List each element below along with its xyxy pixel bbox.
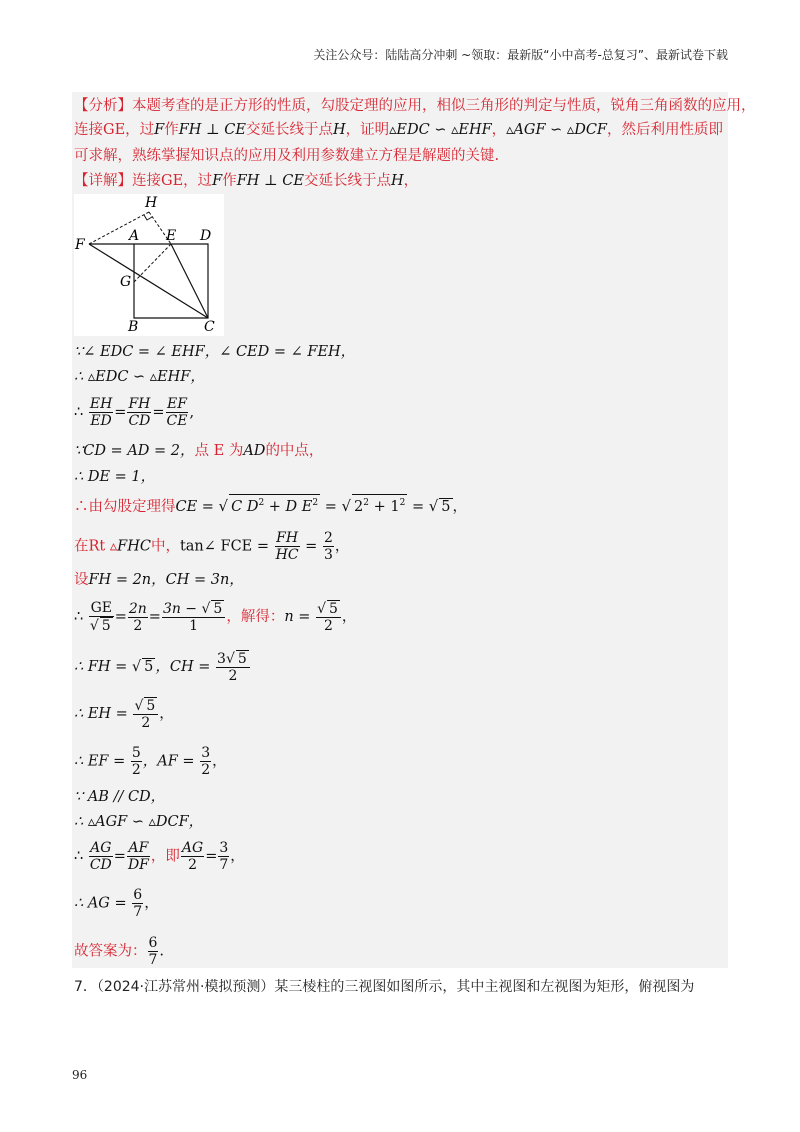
comma: ， <box>452 498 468 515</box>
label-a: A <box>129 228 140 244</box>
denominator: CE <box>166 413 188 429</box>
fraction <box>89 600 114 634</box>
comma: ， <box>159 706 174 722</box>
fraction <box>127 840 150 873</box>
step-2 <box>74 366 205 388</box>
step-4-text-2: 的中点， <box>265 443 324 459</box>
page-number: 96 <box>72 1068 88 1082</box>
analysis-text-2c: 交延长线于点 <box>245 122 333 138</box>
denominator: DF <box>127 857 149 873</box>
radicand: 5 <box>144 659 154 675</box>
analysis-text-2e: ， <box>491 122 507 138</box>
numerator: 3n − √ 5 <box>162 600 225 618</box>
step-8-eq: FH = 2n，CH = 3n， <box>88 572 244 588</box>
numerator: 6 <box>148 935 158 951</box>
analysis-text-2f: ，然后利用性质即 <box>607 122 723 138</box>
radicand: 5 <box>328 601 338 617</box>
cd: C D <box>231 498 259 515</box>
numerator: FH <box>128 396 151 412</box>
detail-text-a: 连接GE，过 <box>132 173 213 189</box>
radicand: C $D^2 + D$ $E^2$ <box>229 494 320 515</box>
step-1 <box>74 341 355 363</box>
denominator: 2 <box>141 715 151 731</box>
answer-fraction <box>148 935 159 968</box>
fraction <box>275 530 300 563</box>
denominator: √ 5 <box>89 618 111 634</box>
radicand: 5 <box>237 651 247 667</box>
step-14-text: ∴ ▵AGF ∽ ▵DCF， <box>74 814 204 830</box>
denominator: CD <box>128 413 151 429</box>
period: . <box>159 943 165 960</box>
fraction <box>127 396 151 429</box>
denominator: CD <box>89 857 112 873</box>
step-6-text: ∴由勾股定理得 <box>74 498 176 515</box>
step-5-text: ∴ DE = 1， <box>74 469 156 485</box>
step-3: ∴ $\frac{EH}{ED}$ = $\frac{FH}{CD}$ = $\frac{EF}{CE}$ , <box>74 396 195 429</box>
step-6: ∴由勾股定理得CE = √ C $D^2 + D$ $E^2$ = √ $2^2 + 1^2$ = √ 5 ， <box>74 494 467 518</box>
step-4-text: 点 E 为 <box>194 443 244 459</box>
radicand: 5 <box>146 698 156 714</box>
step-4-eq: ∵CD = AD = 2， <box>74 443 195 459</box>
step-15: ∴ $\frac{AG}{CD}$ = $\frac{AF}{DF}$ ，即 $\frac{AG}{2}$ = $\frac{3}{7}$ ， <box>74 840 245 873</box>
solve-text: ，解得： <box>226 609 285 625</box>
numerator: EH <box>89 396 113 412</box>
answer-label: 故答案为： <box>74 943 147 960</box>
step-13 <box>74 786 165 808</box>
therefore-symbol: ∴ <box>74 848 84 865</box>
analysis-text-2d: ，证明 <box>345 122 390 138</box>
step-14 <box>74 811 203 833</box>
step-1-text: ∵∠ EDC = ∠ EHF，∠ CED = ∠ FEH， <box>74 344 356 360</box>
fraction <box>200 745 211 778</box>
analysis-line-2: 连接GE，过F作FH ⊥ CE交延长线于点H，证明▵EDC ∽ ▵EHF，▵AGF ∽ ▵DCF，然后利用性质即 <box>74 122 723 138</box>
comma: ， <box>212 753 227 770</box>
therefore-symbol: ∴ <box>74 609 84 625</box>
denominator: 2 <box>131 762 141 778</box>
analysis-line-3: 可求解，熟练掌握知识点的应用及利用参数建立方程是解题的关键. <box>74 148 500 164</box>
fraction <box>131 745 142 778</box>
comma: ， <box>230 848 245 865</box>
detail-line: 【详解】连接GE，过F作FH ⊥ CE交延长线于点H， <box>74 173 419 189</box>
fraction <box>128 601 148 634</box>
step-7 <box>74 530 349 563</box>
af-eq: ，AF = <box>142 753 200 770</box>
ch-eq: ，CH = <box>155 659 216 675</box>
step-13-text: ∵ AB // CD， <box>74 789 166 805</box>
analysis-text-2a: 连接GE，过 <box>74 122 155 138</box>
step-16 <box>74 887 159 920</box>
two: 2 <box>354 498 364 515</box>
figure-background <box>74 194 224 336</box>
page-header: 关注公众号：陆陆高分冲刺 ~领取：最新版“小中高考-总复习”、最新试卷下载 <box>313 48 728 62</box>
step-10: ∴ FH = √ 5 ，CH = $\frac{3√ 5}{2}$ <box>74 650 251 684</box>
numerator: 2n <box>128 600 147 617</box>
analysis-text-1: 本题考查的是正方形的性质，勾股定理的应用，相似三角形的判定与性质，锐角三角函数的应用， <box>132 98 756 114</box>
therefore-symbol: ∴ <box>74 404 84 421</box>
fraction <box>89 840 113 873</box>
analysis-text-2b: 作 <box>164 122 179 138</box>
ji-text: ，即 <box>150 848 180 865</box>
numerator: 3 <box>219 840 229 856</box>
denominator: 7 <box>133 904 143 920</box>
equals: = <box>300 538 322 555</box>
fraction <box>181 840 204 873</box>
label-c: C <box>204 319 215 335</box>
detail-text-b: 作 <box>222 173 237 189</box>
label-d: D <box>200 228 212 244</box>
numerator: 2 <box>323 530 333 546</box>
problem-7-text: 7．（2024·江苏常州·模拟预测）某三棱柱的三视图如图所示，其中主视图和左视图为矩形，俯视图为 <box>74 979 695 995</box>
step-8-text: 设 <box>74 572 89 588</box>
radicand: 5 <box>101 618 111 634</box>
radicand: 5 <box>213 601 223 617</box>
denominator: ED <box>90 413 112 429</box>
step-2-text: ∴ ▵EDC ∽ ▵EHF， <box>74 369 205 385</box>
label-e: E <box>166 228 177 244</box>
step-5 <box>74 466 155 488</box>
step-6-ce: CE = <box>175 498 219 515</box>
fh-eq: ∴ FH = <box>74 659 132 675</box>
numerator: AG <box>181 840 204 856</box>
numerator: FH <box>276 530 299 546</box>
fraction <box>218 840 229 873</box>
denominator: 3 <box>323 547 333 563</box>
equals: = <box>320 498 342 515</box>
denominator: 2 <box>324 618 333 634</box>
label-f: F <box>75 237 85 253</box>
fraction <box>323 530 334 563</box>
n-eq: n = <box>284 609 316 625</box>
sqrt-sign: √ <box>218 496 229 515</box>
step-12 <box>74 745 227 778</box>
numerator: GE <box>90 600 112 616</box>
eh-eq: ∴ EH = <box>74 706 133 722</box>
fraction <box>216 650 250 684</box>
denominator: 2 <box>188 857 197 873</box>
ag-eq: ∴ AG = <box>74 895 132 912</box>
plus-one: + 1 <box>369 498 400 515</box>
fraction <box>132 887 143 920</box>
denominator: 2 <box>133 617 143 634</box>
detail-text-d: ， <box>403 173 419 189</box>
fraction <box>133 697 158 731</box>
numerator: √ 5 <box>133 697 158 715</box>
denominator: 1 <box>189 618 199 634</box>
ef-eq: ∴ EF = <box>74 753 130 770</box>
fraction <box>162 600 225 634</box>
label-g: G <box>120 274 132 290</box>
step-8 <box>74 569 244 591</box>
numerator: 5 <box>131 745 141 761</box>
analysis-tag: 【分析】 <box>74 98 132 114</box>
step-11 <box>74 697 174 731</box>
analysis-line-1 <box>74 95 756 117</box>
step-4-ad: AD <box>243 443 266 459</box>
radicand: $2^2 + 1^2$ <box>352 494 407 515</box>
term: 3n − <box>162 601 202 617</box>
geometry-figure <box>74 194 224 336</box>
de: + D E <box>264 498 313 515</box>
answer-line <box>74 935 164 968</box>
step-7-tan: tan∠ FCE = <box>179 538 274 555</box>
radicand: 5 <box>441 498 451 515</box>
step-7-text: 在Rt ▵ <box>74 538 118 555</box>
denominator: 7 <box>219 857 229 873</box>
fraction <box>316 600 341 634</box>
label-b: B <box>128 319 139 335</box>
numerator: √ 5 <box>316 600 341 618</box>
numerator: AF <box>128 840 149 856</box>
denominator: 2 <box>201 762 211 778</box>
comma: ， <box>334 538 350 555</box>
numerator: 3 <box>201 745 211 761</box>
denominator: 2 <box>228 668 238 684</box>
step-4 <box>74 440 323 462</box>
numerator: 6 <box>133 887 143 903</box>
coef: 3 <box>217 651 226 667</box>
numerator: EF <box>167 396 187 412</box>
numerator: AG <box>90 840 112 856</box>
detail-text-c: 交延长线于点 <box>303 173 391 189</box>
fraction <box>166 396 189 429</box>
denominator: HC <box>275 547 299 563</box>
label-h: H <box>145 195 158 211</box>
step-7-fhc: FHC <box>117 538 151 555</box>
step-9: ∴ $\frac{GE}{√ 5}$ = $\frac{2n}{2}$ = $\frac{3n - √ 5}{1}$ ，解得：n = $\frac{√ 5}{2}$ ， <box>74 600 357 634</box>
comma: ， <box>144 895 159 912</box>
numerator: 3√ 5 <box>216 650 250 668</box>
fraction <box>89 396 113 429</box>
step-7-text-2: 中， <box>150 538 180 555</box>
detail-tag: 【详解】 <box>74 173 132 189</box>
comma: ， <box>341 609 357 625</box>
denominator: 7 <box>148 952 158 968</box>
equals: = <box>407 498 429 515</box>
